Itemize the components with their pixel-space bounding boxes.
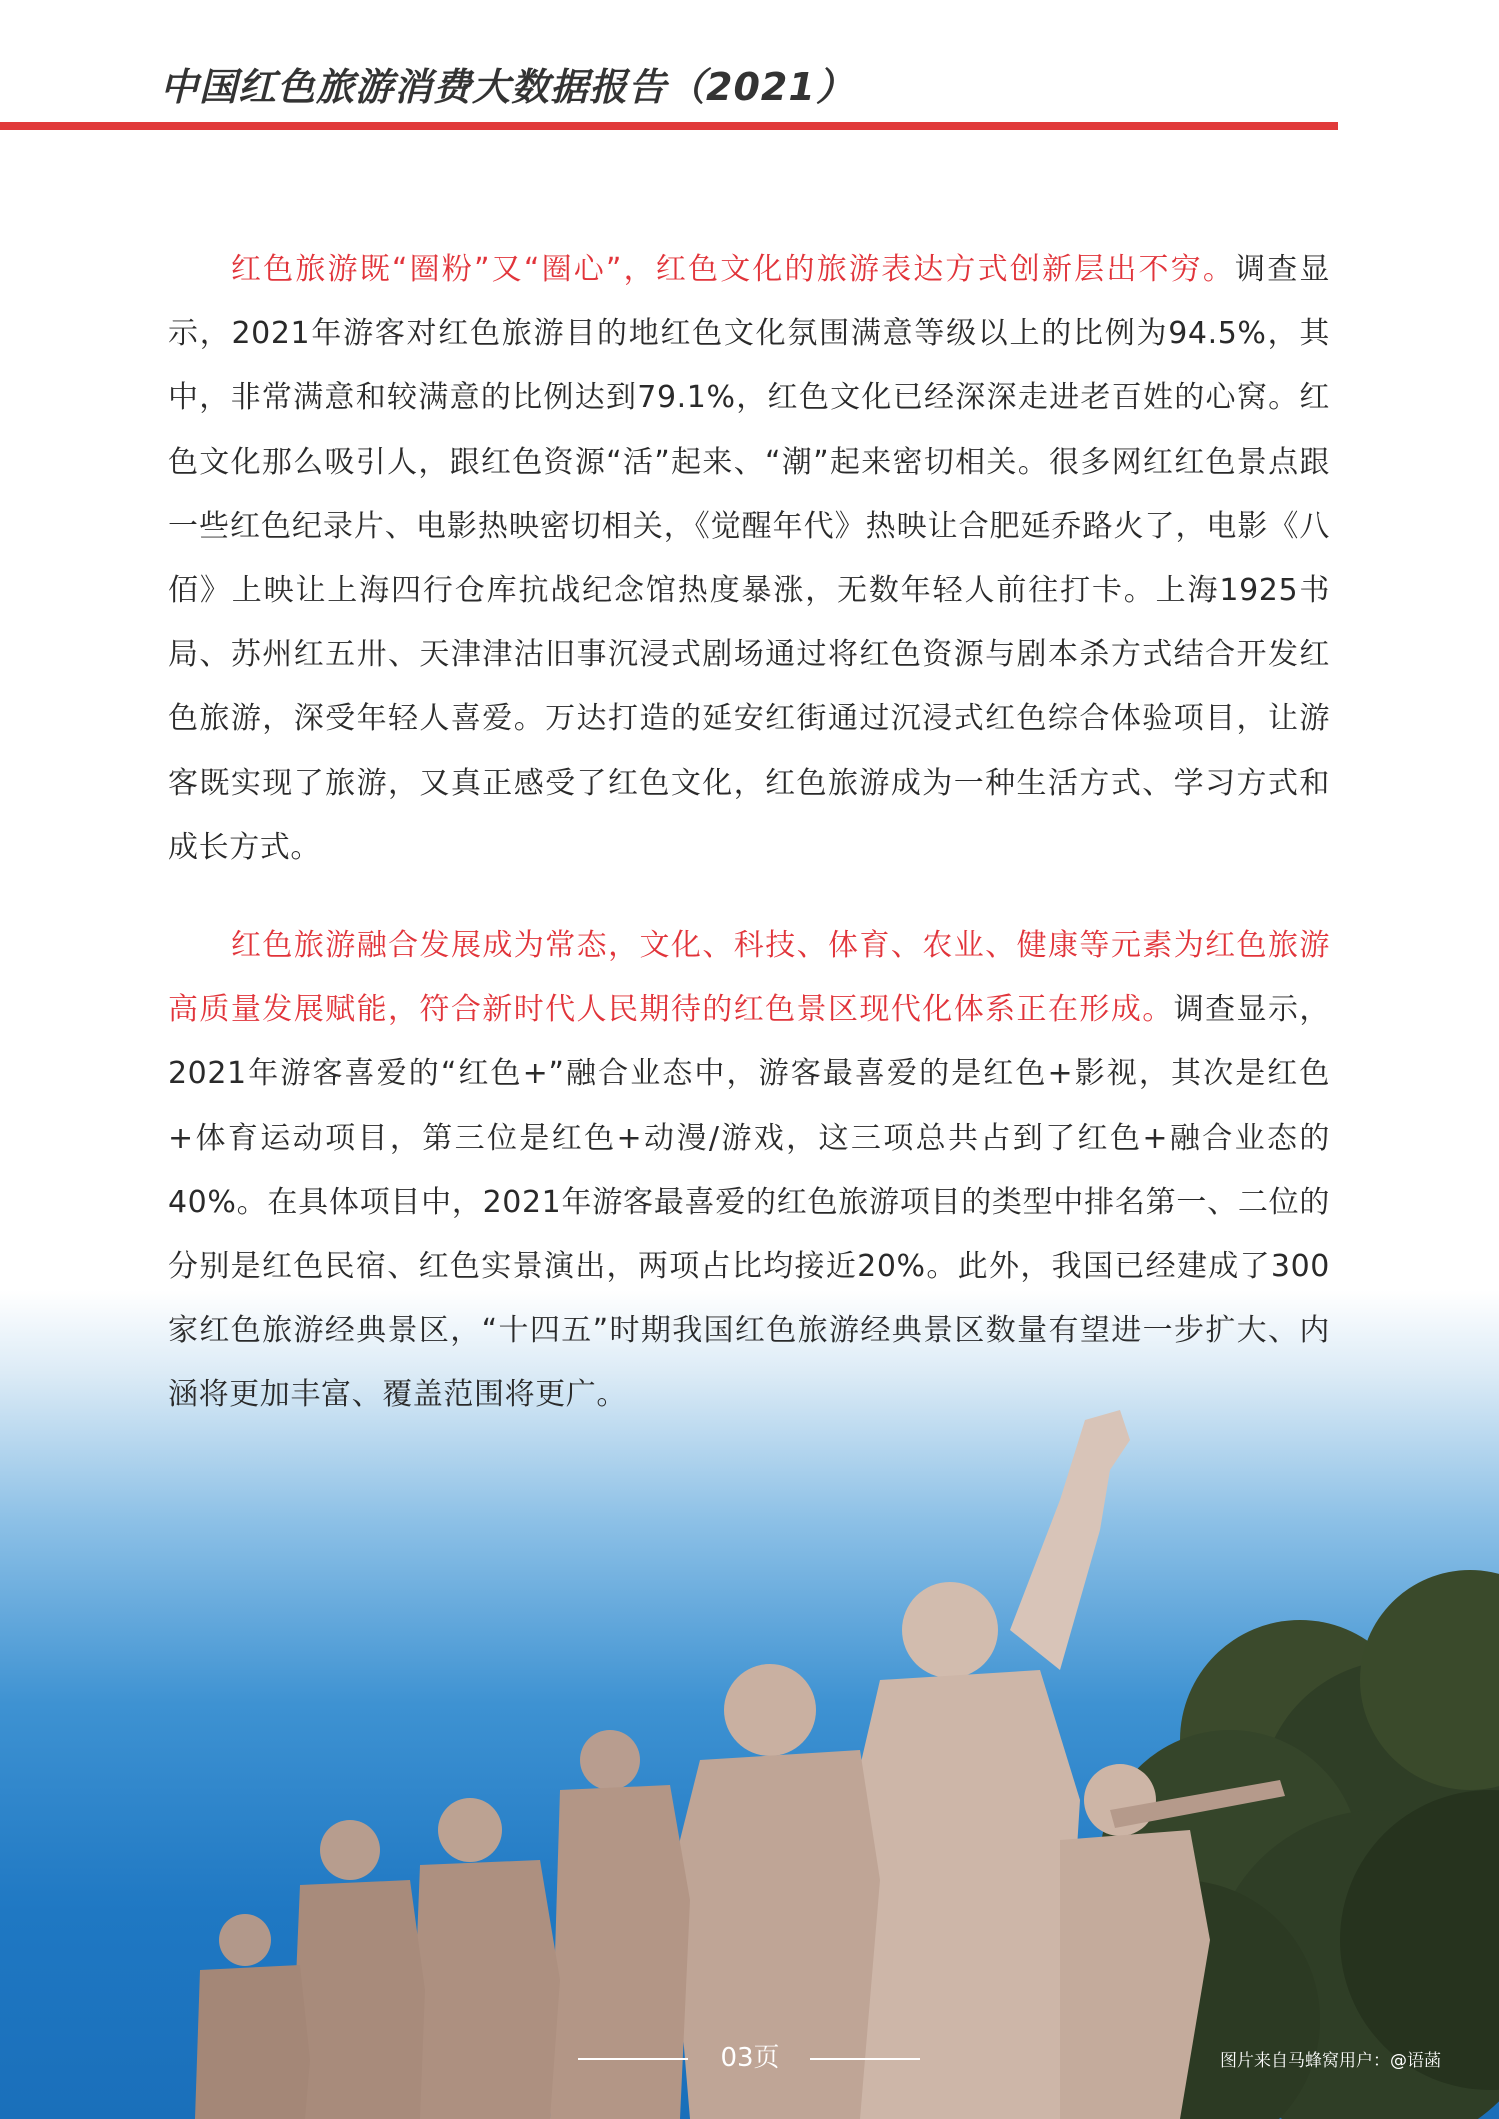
photo-credit: 图片来自马蜂窝用户：@语菡 (1220, 2051, 1441, 2071)
footer-line-left (578, 2058, 688, 2060)
paragraph-2-highlight: 红色旅游融合发展成为常态，文化、科技、体育、农业、健康等元素为红色旅游高质量发展赋能，符合新时代人民期待的红色景区现代化体系正在形成。 (168, 928, 1330, 1028)
statue-group (195, 1410, 1285, 2119)
paragraph-1-text: 调查显示，2021年游客对红色旅游目的地红色文化氛围满意等级以上的比例为94.5%，其中，非常满意和较满意的比例达到79.1%，红色文化已经深深走进老百姓的心窝。红色文化那么吸引人，跟红色资源“活”起来、“潮”起来密切相关。很多网红红色景点跟一些红色纪录片、电影热映密切相关，《觉醒年代》热映让合肥延乔路火了，电影《八佰》上映让上海四行仓库抗战纪念馆热度暴涨，无数年轻人前往打卡。上海1925书局、苏州红五卅、天津津沽旧事沉浸式剧场通过将红色资源与剧本杀方式结合开发红色旅游，深受年轻人喜爱。万达打造的延安红街通过沉浸式红色综合体验项目，让游客既实现了旅游，又真正感受了红色文化，红色旅游成为一种生活方式、学习方式和成长方式。 (168, 252, 1330, 865)
report-title: 中国红色旅游消费大数据报告（2021） (160, 65, 855, 109)
page-number: 03页 (720, 2043, 780, 2073)
paragraph-2 (168, 914, 1330, 1428)
paragraph-2-text: 调查显示，2021年游客喜爱的“红色+”融合业态中，游客最喜爱的是红色+影视，其次是红色+体育运动项目，第三位是红色+动漫/游戏，这三项总共占到了红色+融合业态的40%。在具体项目中，2021年游客最喜爱的红色旅游项目的类型中排名第一、二位的分别是红色民宿、红色实景演出，两项占比均接近20%。此外，我国已经建成了300家红色旅游经典景区，“十四五”时期我国红色旅游经典景区数量有望进一步扩大、内涵将更加丰富、覆盖范围将更广。 (168, 992, 1330, 1413)
paragraph-1 (168, 238, 1330, 880)
body-text (168, 238, 1330, 1462)
footer-line-right (810, 2058, 920, 2060)
header-rule (0, 122, 1338, 130)
paragraph-1-highlight: 红色旅游既“圈粉”又“圈心”，红色文化的旅游表达方式创新层出不穷。 (231, 252, 1236, 287)
monument-photo (0, 1380, 1499, 2119)
